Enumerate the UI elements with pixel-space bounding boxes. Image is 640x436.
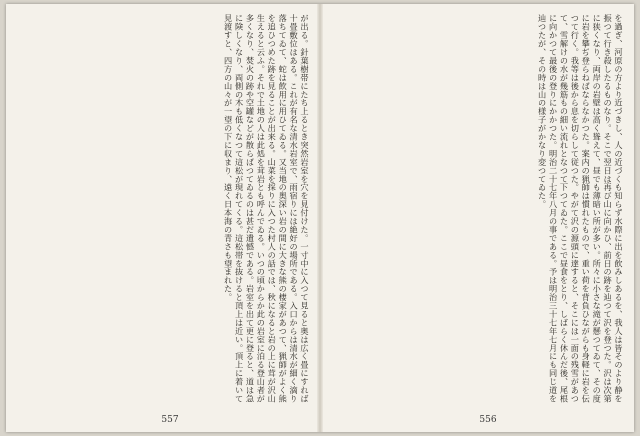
left-page-number: 557 — [161, 415, 179, 425]
book-spread — [6, 4, 634, 432]
book-gutter — [317, 4, 323, 432]
right-page-number: 556 — [479, 415, 497, 425]
left-page-text — [20, 14, 310, 406]
right-page-body: を過ぎ、河原の方より近づきし、人の近づくも知らず水際に出を飲みしあるを、我人は皆そのより静を振つて行き殺したるものなり。そこで翌日は再び山に向かひ、前日の跡を辿つて沢を登つた。沢は次第に狭くなり、両岸の岩壁は高く聳えて、昼でも薄暗い所が多い。所々に小さな滝が懸つてゐて、その度に岩を攀ぢ登らねばならなかつた。案内の猟師は慣れたもので、重い荷を背負ひながらも身軽に岩を伝つて行く。我等は後から息を切らして従つた。やがて沢の源頭に達すると、そこには一面の残雪があつて、雪解けの水が幾筋もの細い流れとなつて下つてゐた。ここで昼食をとり、しばらく休んだ後、尾根に向かつて最後の登りにかかつた。明治二十七年八月の事である。予は明治三十七年七月にも同じ道を辿つたが、その時は山の様子がかなり変つてゐた。 — [537, 14, 624, 403]
right-page — [334, 14, 624, 406]
right-page-text — [334, 14, 624, 406]
left-page — [20, 14, 310, 406]
left-page-body: が出る。針葉樹帯にたち上るとき突然岩室を穴を見付けた。一寸中に入つて見ると奥は広く畳にすれば十畳敷位はある。これが有名な清水岩室で、雨宿りには絶好の場所である。入口からは清水が細く滴り落ちてゐて、蛇は飲用に用ひてゐる。又当地の奥深い岩の間に大きな熊の棲家があつて、猟師がよく熊を追ひつめた跡を見ることが出来る。山菜を採りに入つた村人の話では、秋になると岩の上に茸が沢山生えると云ふ。それで土地の人は此処を茸岩とも呼んでゐる。いつの頃からか此の岩室に泊る登山者が多くなり、焚火の跡や空罐などが散らばつてゐるのは甚だ遺憾である。岩室を出て更に登ると、道は急に険しくなり、両側の木も低くなつて這松が現れてくる。這松帯を抜けると頂上は近い。頂上に着いて見渡すと、四方の山々が一望の下に収まり、遠く日本海の青さも望まれた。 — [223, 14, 310, 403]
